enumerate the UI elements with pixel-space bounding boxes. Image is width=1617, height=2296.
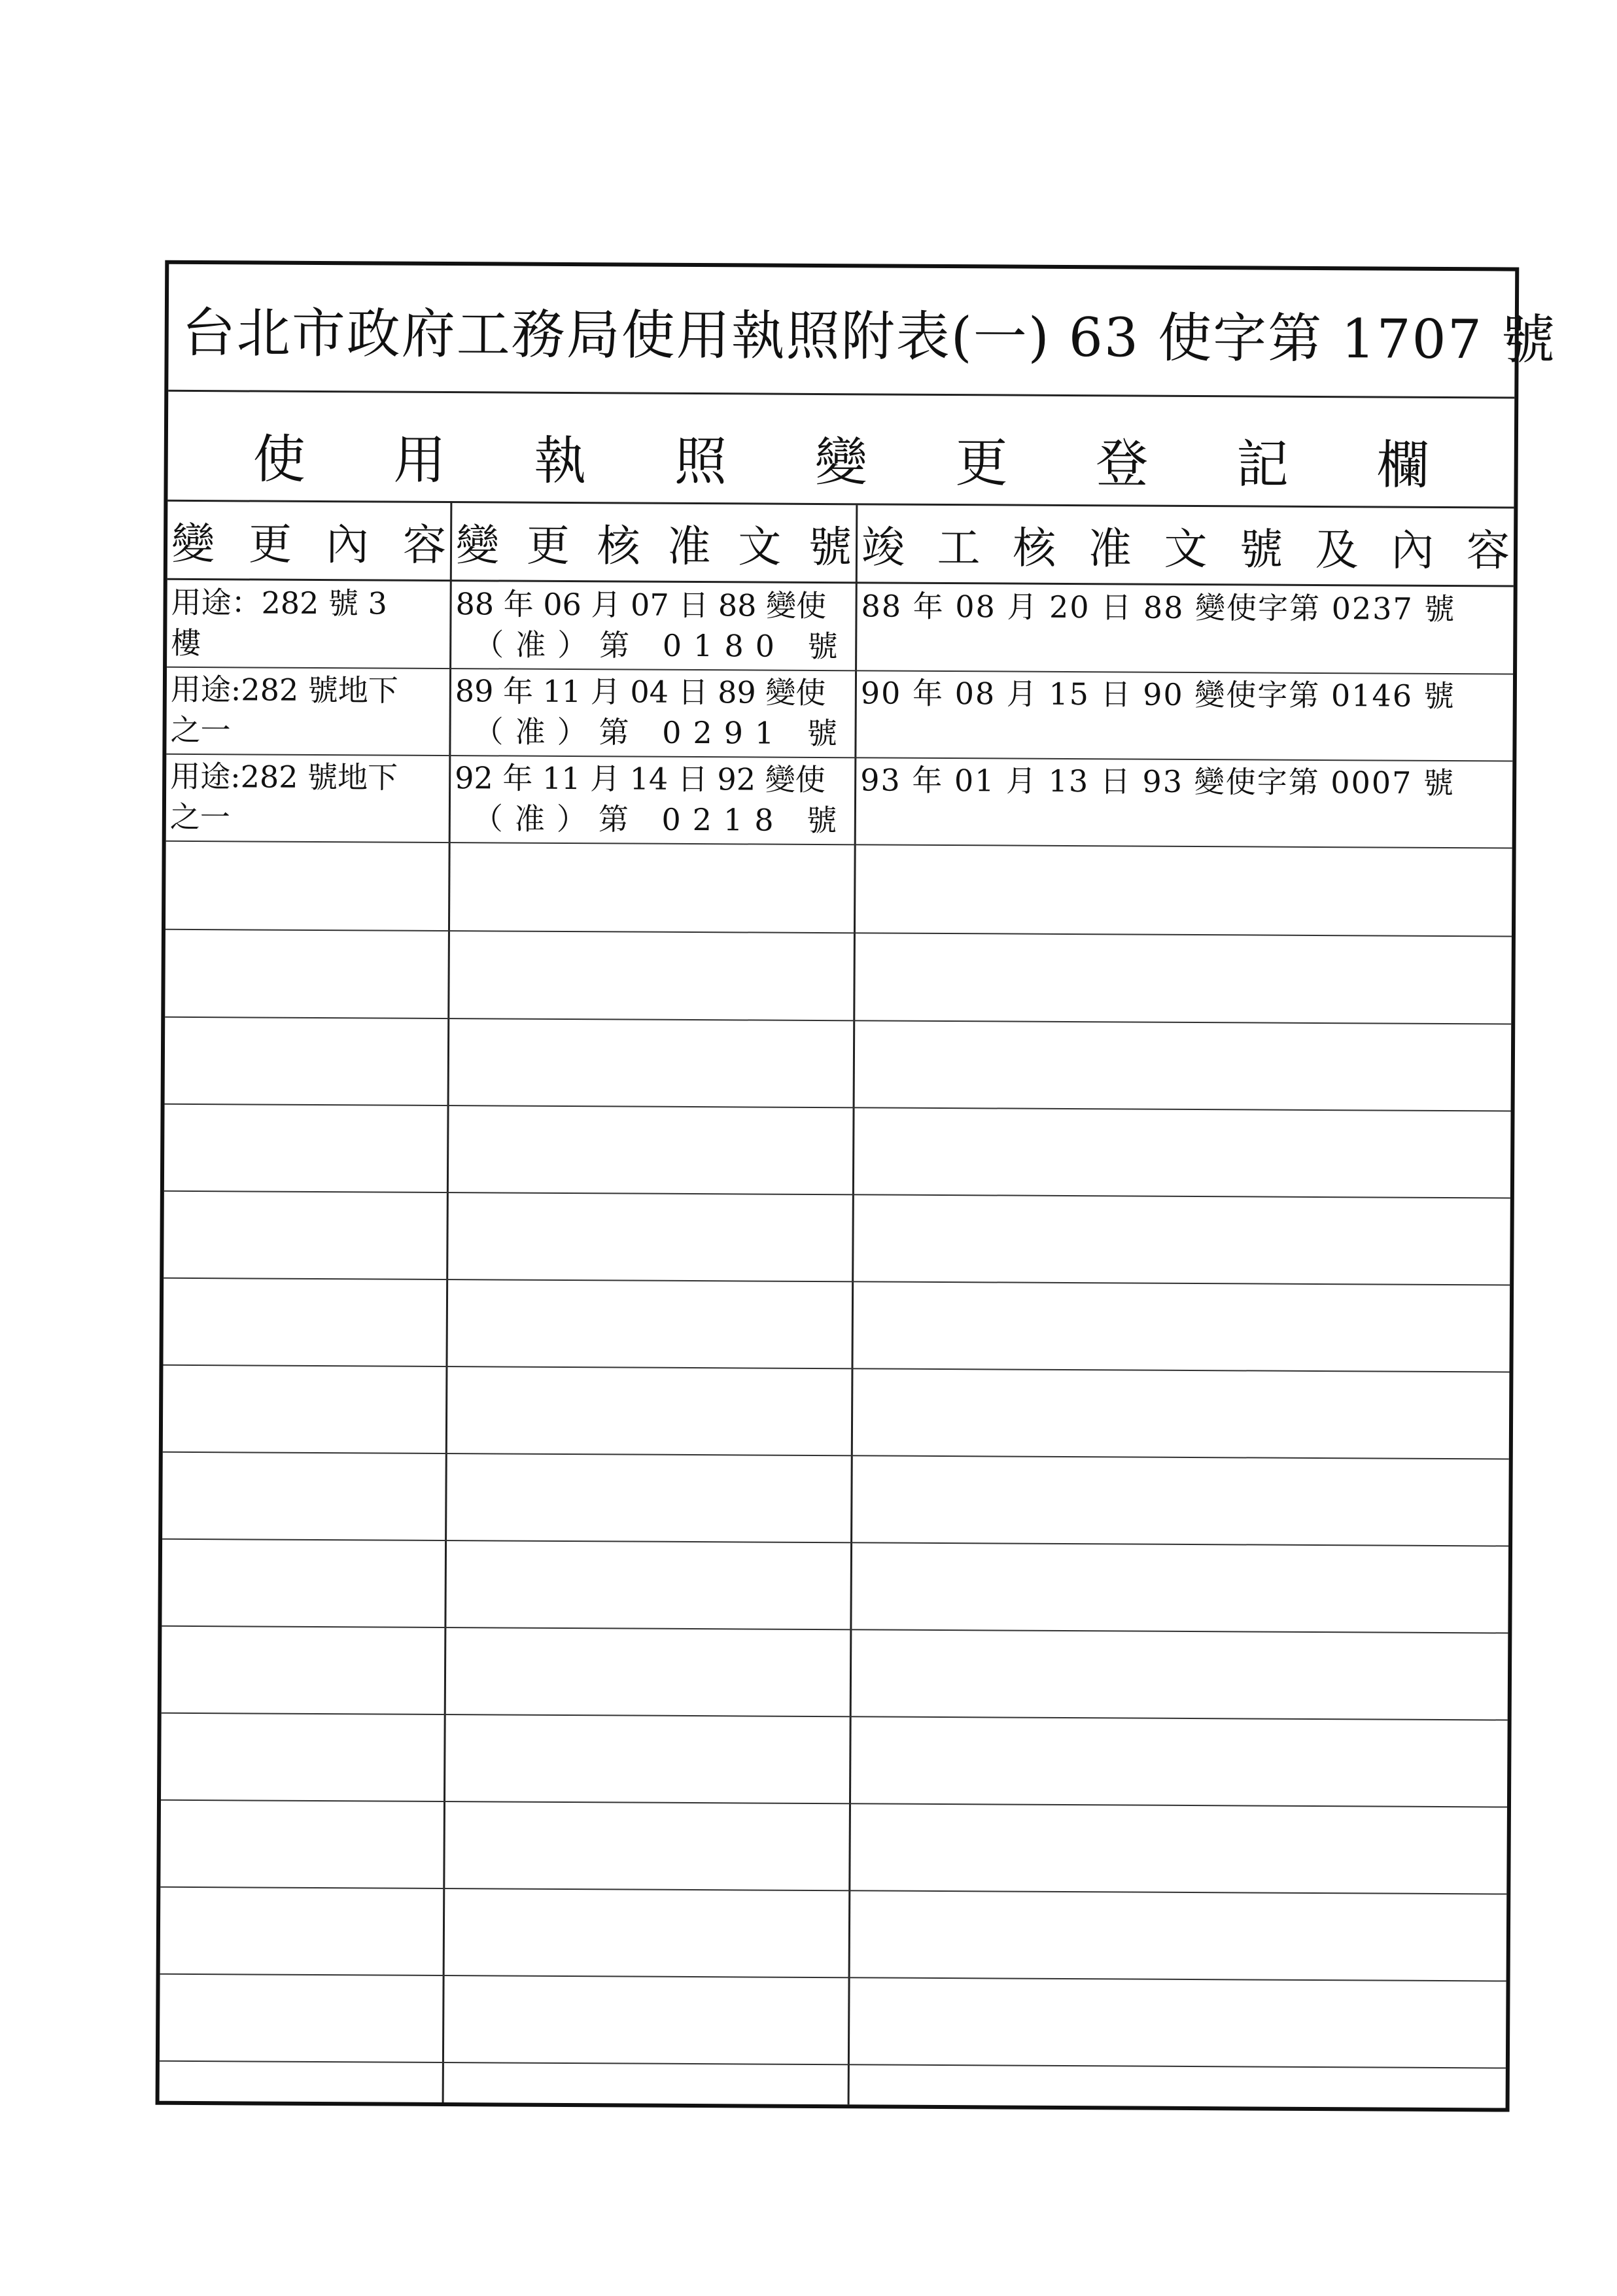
row-divider	[165, 929, 1512, 937]
table-header-row	[167, 502, 1514, 587]
header-completion-approval: 竣 工 核 准 文 號 及 內 容	[861, 522, 1510, 576]
row-divider	[164, 1278, 1510, 1286]
row-divider	[162, 1539, 1508, 1547]
table-row-2-completion: 90 年 08 月 15 日 90 變使字第 0146 號	[860, 675, 1455, 714]
row-divider	[164, 1191, 1510, 1199]
table-row-3-approval-number: 92 年 11 月 14 日 92 變使 （准）第 0218 號	[455, 760, 849, 839]
table-row-2-approval-number: 89 年 11 月 04 日 89 變使 （准）第 0291 號	[455, 673, 850, 752]
row-divider	[160, 1974, 1506, 1982]
subtitle-char: 照	[674, 430, 727, 493]
subtitle-char: 更	[955, 432, 1008, 494]
table-row-1-change-content: 用途：282 號 3 樓	[171, 584, 388, 661]
form-title: 台北市政府工務局使用執照附表(一) 63 使字第 1707 號	[181, 302, 1557, 372]
subtitle-char: 變	[814, 431, 867, 493]
subtitle-char: 使	[252, 428, 305, 490]
form-subtitle	[252, 417, 1429, 498]
table-row-2-change-content: 用途:282 號地下 之一	[170, 671, 398, 748]
row-divider	[162, 1626, 1508, 1634]
subtitle-char: 登	[1095, 433, 1149, 495]
title-row	[168, 264, 1557, 399]
row-divider	[165, 1104, 1511, 1112]
subtitle-row	[167, 392, 1514, 509]
table-row-3-completion: 93 年 01 月 13 日 93 變使字第 0007 號	[860, 762, 1455, 801]
row-divider	[163, 1452, 1509, 1460]
row-divider	[162, 1713, 1508, 1721]
row-divider	[161, 1800, 1507, 1808]
table-row-1-approval-number: 88 年 06 月 07 日 88 變使 （准）第 0180 號	[455, 586, 850, 665]
row-divider	[160, 2061, 1506, 2069]
table-row-1-completion: 88 年 08 月 20 日 88 變使字第 0237 號	[861, 588, 1456, 627]
row-divider	[160, 1887, 1506, 1895]
header-approval-number: 變 更 核 准 文 號	[455, 520, 852, 573]
subtitle-char: 欄	[1376, 434, 1429, 496]
license-appendix-form	[156, 260, 1557, 2112]
subtitle-char: 執	[533, 430, 587, 492]
table-row-3-change-content: 用途:282 號地下 之一	[169, 758, 398, 835]
row-divider	[166, 841, 1512, 849]
row-divider	[163, 1365, 1509, 1373]
row-divider	[165, 1017, 1511, 1025]
subtitle-char: 記	[1236, 434, 1289, 495]
header-change-content: 變 更 內 容	[171, 518, 447, 571]
subtitle-char: 用	[393, 429, 446, 491]
